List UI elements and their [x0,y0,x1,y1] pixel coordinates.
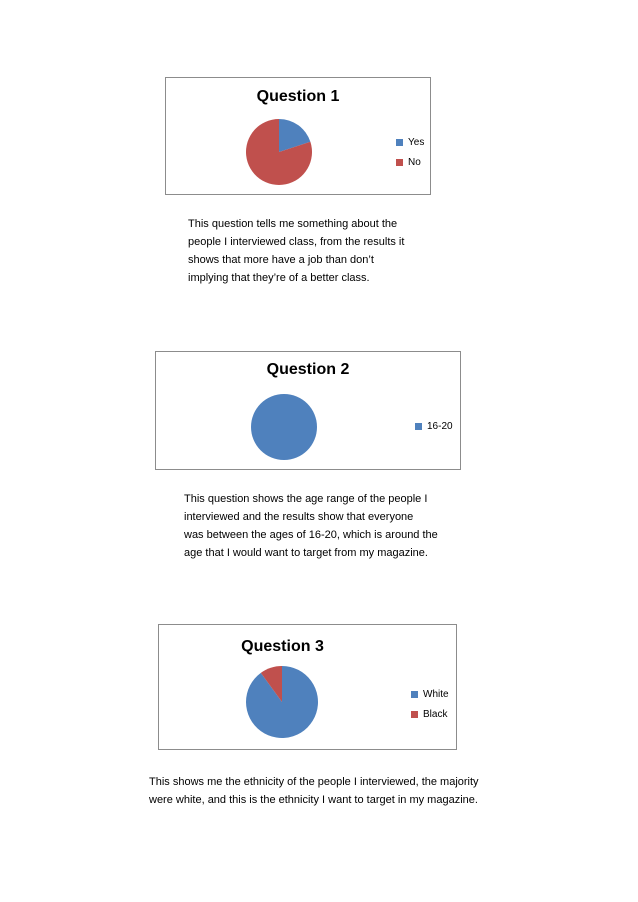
text-line: was between the ages of 16-20, which is around the [184,529,438,541]
pie-slice-16-20 [251,394,317,460]
text-line: age that I would want to target from my magazine. [184,547,428,559]
text-line: implying that they’re of a better class. [188,272,370,284]
chart-question-2 [155,351,461,470]
legend-swatch [415,423,422,430]
legend-swatch [411,711,418,718]
paragraph-question-2 [184,490,438,562]
chart-title: Question 1 [256,88,340,105]
pie-chart [251,394,317,460]
legend-label: Yes [408,136,425,148]
legend-item [411,684,449,704]
pie-chart [246,119,312,185]
legend-label: No [408,156,421,168]
legend-label: 16-20 [427,420,453,432]
legend-item [396,132,424,152]
text-line: were white, and this is the ethnicity I want to target in my magazine. [149,794,478,806]
legend-label: White [423,688,449,700]
legend-item [415,416,453,436]
text-line: This question shows the age range of the people I [184,493,428,505]
legend-swatch [411,691,418,698]
chart-title: Question 2 [266,361,350,378]
legend-swatch [396,139,403,146]
chart-question-1 [165,77,431,195]
chart-legend [415,416,453,436]
paragraph-question-1 [188,215,404,287]
text-line: This shows me the ethnicity of the people I interviewed, the majority [149,776,479,788]
text-line: interviewed and the results show that everyone [184,511,414,523]
legend-item [396,152,424,172]
pie-chart [246,666,318,738]
legend-label: Black [423,708,448,720]
legend-swatch [396,159,403,166]
text-line: shows that more have a job than don’t [188,254,374,266]
legend-item [411,704,449,724]
chart-question-3 [158,624,457,750]
text-line: This question tells me something about the [188,218,398,230]
text-line: people I interviewed class, from the results it [188,236,405,248]
paragraph-question-3 [149,773,479,809]
chart-title: Question 3 [241,638,324,655]
chart-legend [411,684,449,724]
chart-legend [396,132,424,172]
